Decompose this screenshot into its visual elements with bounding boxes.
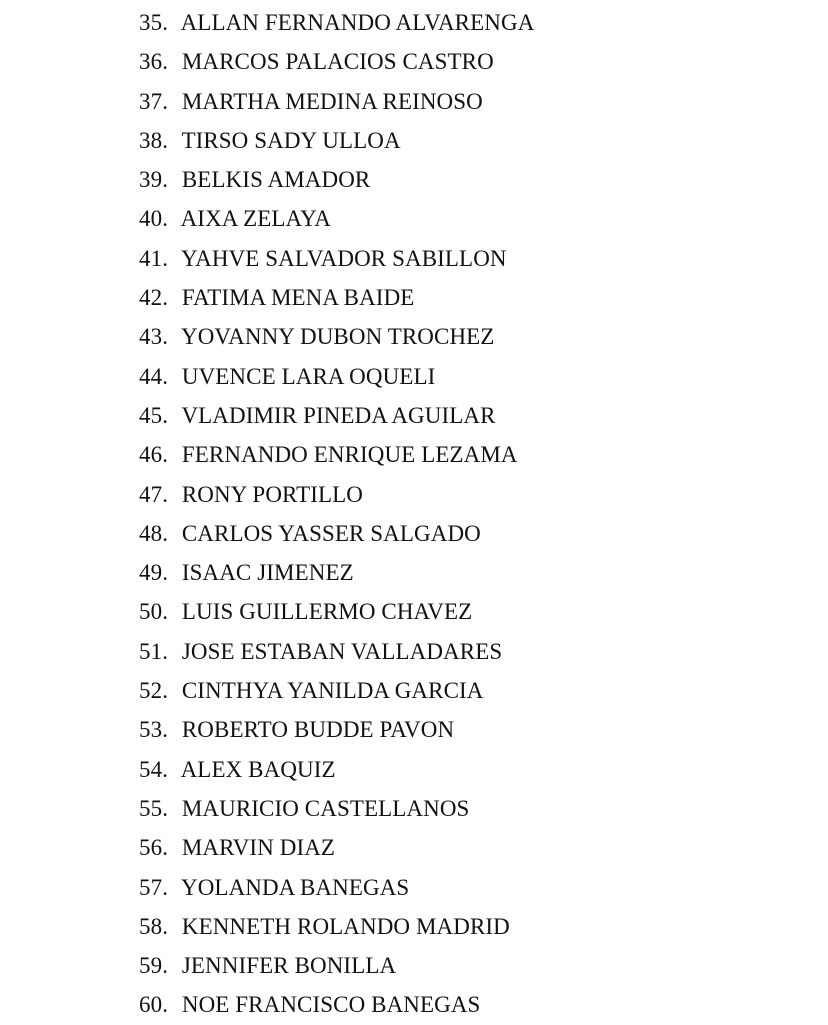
item-name: JENNIFER BONILLA <box>181 953 397 979</box>
list-item <box>139 632 534 671</box>
list-item <box>139 239 534 278</box>
name-list <box>139 3 534 1025</box>
item-number: 51. <box>139 638 169 664</box>
item-number: 59. <box>139 953 169 979</box>
item-number: 56. <box>139 835 169 861</box>
list-item <box>139 907 534 946</box>
list-item <box>139 946 534 985</box>
item-name: TIRSO SADY ULLOA <box>181 127 401 153</box>
item-name: ISAAC JIMENEZ <box>181 560 354 586</box>
item-name: NOE FRANCISCO BANEGAS <box>181 992 481 1018</box>
list-item <box>139 592 534 631</box>
item-name: MAURICIO CASTELLANOS <box>181 795 470 821</box>
item-name: RONY PORTILLO <box>181 481 364 507</box>
list-item <box>139 199 534 238</box>
item-number: 49. <box>139 560 169 586</box>
item-name: ALLAN FERNANDO ALVARENGA <box>180 10 535 35</box>
list-item <box>139 435 534 474</box>
item-name: YAHVE SALVADOR SABILLON <box>181 245 507 271</box>
list-item <box>139 868 534 907</box>
item-name: YOLANDA BANEGAS <box>181 874 410 900</box>
list-item <box>139 121 534 160</box>
item-number: 38. <box>139 127 169 153</box>
item-name: FERNANDO ENRIQUE LEZAMA <box>181 442 518 468</box>
item-name: BELKIS AMADOR <box>181 167 371 193</box>
list-item <box>139 514 534 553</box>
item-number: 60. <box>139 992 169 1018</box>
item-name: UVENCE LARA OQUELI <box>181 363 436 389</box>
list-item <box>139 278 534 317</box>
item-name: LUIS GUILLERMO CHAVEZ <box>181 599 473 625</box>
item-number: 35. <box>139 10 169 35</box>
item-number: 53. <box>139 717 169 743</box>
item-number: 46. <box>139 442 169 468</box>
item-name: MARCOS PALACIOS CASTRO <box>181 49 494 75</box>
item-number: 47. <box>139 481 169 507</box>
list-item <box>139 82 534 121</box>
list-item <box>139 710 534 749</box>
item-number: 40. <box>139 206 169 232</box>
item-name: JOSE ESTABAN VALLADARES <box>181 638 503 664</box>
item-name: ROBERTO BUDDE PAVON <box>181 717 455 743</box>
item-name: CINTHYA YANILDA GARCIA <box>181 678 484 704</box>
list-item <box>139 750 534 789</box>
item-number: 45. <box>139 402 169 428</box>
item-number: 44. <box>139 363 169 389</box>
item-name: CARLOS YASSER SALGADO <box>181 520 481 546</box>
list-item <box>139 160 534 199</box>
list-item <box>139 42 534 81</box>
item-number: 41. <box>139 245 169 271</box>
item-number: 58. <box>139 913 169 939</box>
item-number: 39. <box>139 167 169 193</box>
item-number: 37. <box>139 88 169 114</box>
item-number: 42. <box>139 285 169 311</box>
item-name: KENNETH ROLANDO MADRID <box>181 913 510 939</box>
item-name: VLADIMIR PINEDA AGUILAR <box>181 402 496 428</box>
item-number: 48. <box>139 520 169 546</box>
list-item <box>139 789 534 828</box>
item-name: ALEX BAQUIZ <box>180 756 336 782</box>
list-item <box>139 357 534 396</box>
item-number: 57. <box>139 874 169 900</box>
item-number: 52. <box>139 678 169 704</box>
list-item <box>139 828 534 867</box>
item-name: AIXA ZELAYA <box>180 206 331 232</box>
item-number: 43. <box>139 324 169 350</box>
list-item <box>139 317 534 356</box>
item-number: 36. <box>139 49 169 75</box>
item-name: MARTHA MEDINA REINOSO <box>181 88 483 114</box>
item-name: FATIMA MENA BAIDE <box>181 285 415 311</box>
item-number: 54. <box>139 756 169 782</box>
list-item <box>139 475 534 514</box>
item-name: YOVANNY DUBON TROCHEZ <box>181 324 495 350</box>
list-item <box>139 3 534 42</box>
list-item <box>139 396 534 435</box>
item-number: 55. <box>139 795 169 821</box>
item-number: 50. <box>139 599 169 625</box>
list-item <box>139 553 534 592</box>
item-name: MARVIN DIAZ <box>181 835 336 861</box>
list-item <box>139 671 534 710</box>
